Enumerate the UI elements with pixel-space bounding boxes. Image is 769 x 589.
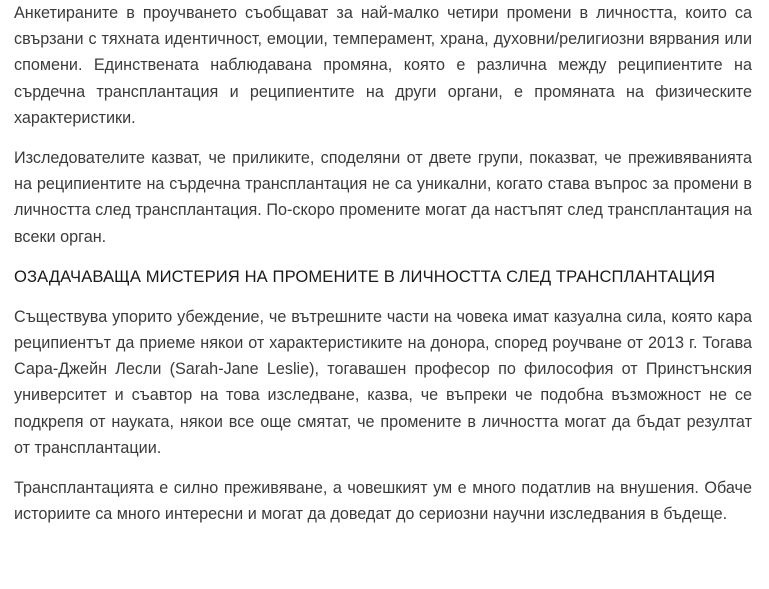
article-paragraph: Трансплантацията е силно преживяване, а човешкият ум е много податлив на внушения. Обаче историите са много интересни и могат да доведат до сериозни научни изследвания в бъдеще. (14, 479, 752, 524)
article-paragraph: Анкетираните в проучването съобщават за най-малко четири промени в личността, които са свързани с тяхната идентичност, емоции, темперамент, храна, духовни/религиозни вярвания или спомени. Единствената наблюдавана промяна, която е различна между реципиентите на сърдечна трансплантация и реципиентите на други органи, е промяната на физическите характеристики. (14, 4, 752, 127)
article-paragraph: Изследователите казват, че приликите, споделяни от двете групи, показват, че преживяванията на реципиентите на сърдечна трансплантация не са уникални, когато става въпрос за промени в личността след трансплантация. По-скоро промените могат да настъпят след трансплантация на всеки орган. (14, 149, 752, 246)
article-body (14, 0, 752, 541)
section-heading: ОЗАДАЧАВАЩА МИСТЕРИЯ НА ПРОМЕНИТЕ В ЛИЧНОСТТА СЛЕД ТРАНСПЛАНТАЦИЯ (14, 266, 716, 286)
article-paragraph: Съществува упорито убеждение, че вътрешните части на човека имат казуална сила, която кара реципиентът да приеме някои от характеристиките на донора, според роучване от 2013 г. Тогава Сара-Джейн Лесли (Sarah-Jane Leslie), тогавашен професор по философия от Принстънския университет и съавтор на това изследване, казва, че въпреки че подобна възможност не се подкрепя от науката, някои все още смятат, че промените в личността могат да бъдат резултат от трансплантации. (14, 307, 752, 457)
